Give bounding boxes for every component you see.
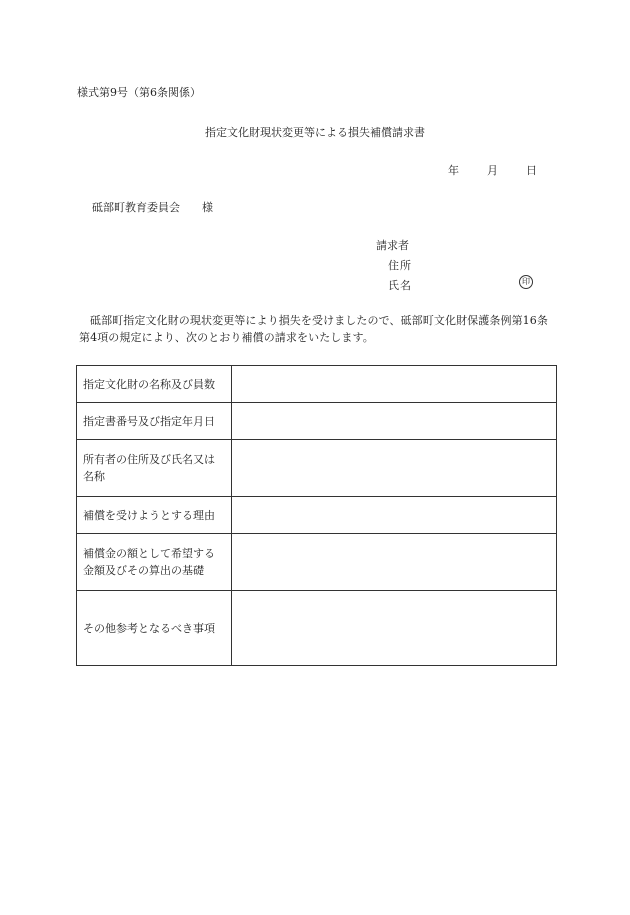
addressee-honorific: 様 [202, 201, 213, 214]
claimant-heading: 請求者 [376, 239, 409, 252]
row-label: 補償を受けようとする理由 [77, 497, 232, 534]
document-title: 指定文化財現状変更等による損失補償請求書 [205, 126, 425, 139]
row-value-field[interactable] [231, 534, 556, 591]
form-number: 様式第9号（第6条関係） [77, 86, 201, 99]
row-label: 指定書番号及び指定年月日 [77, 403, 232, 440]
request-statement: 砥部町指定文化財の現状変更等により損失を受けましたので、砥部町文化財保護条例第16条第4項の規定により、次のとおり補償の請求をいたします。 [79, 314, 548, 344]
table-row [77, 403, 557, 440]
table-row [77, 366, 557, 403]
addressee-name: 砥部町教育委員会 [92, 201, 180, 214]
date-month-label: 月 [487, 164, 498, 177]
row-value-field[interactable] [231, 403, 556, 440]
row-label: 補償金の額として希望する金額及びその算出の基礎 [77, 534, 232, 591]
claim-details-table [76, 365, 557, 666]
row-value-field[interactable] [231, 591, 556, 666]
table-row [77, 497, 557, 534]
row-value-field[interactable] [231, 366, 556, 403]
table-row [77, 440, 557, 497]
claimant-block [376, 236, 411, 296]
row-value-field[interactable] [231, 440, 556, 497]
claimant-address-label: 住所 [388, 259, 411, 272]
date-day-label: 日 [526, 164, 537, 177]
seal-mark: 印 [519, 275, 533, 289]
table-row [77, 591, 557, 666]
row-label: 所有者の住所及び氏名又は名称 [77, 440, 232, 497]
addressee [92, 199, 213, 215]
claimant-name-label: 氏名 [388, 279, 411, 292]
date-line [448, 162, 537, 178]
table-row [77, 534, 557, 591]
row-label: 指定文化財の名称及び員数 [77, 366, 232, 403]
row-value-field[interactable] [231, 497, 556, 534]
date-year-label: 年 [448, 164, 459, 177]
row-label: その他参考となるべき事項 [77, 591, 232, 666]
